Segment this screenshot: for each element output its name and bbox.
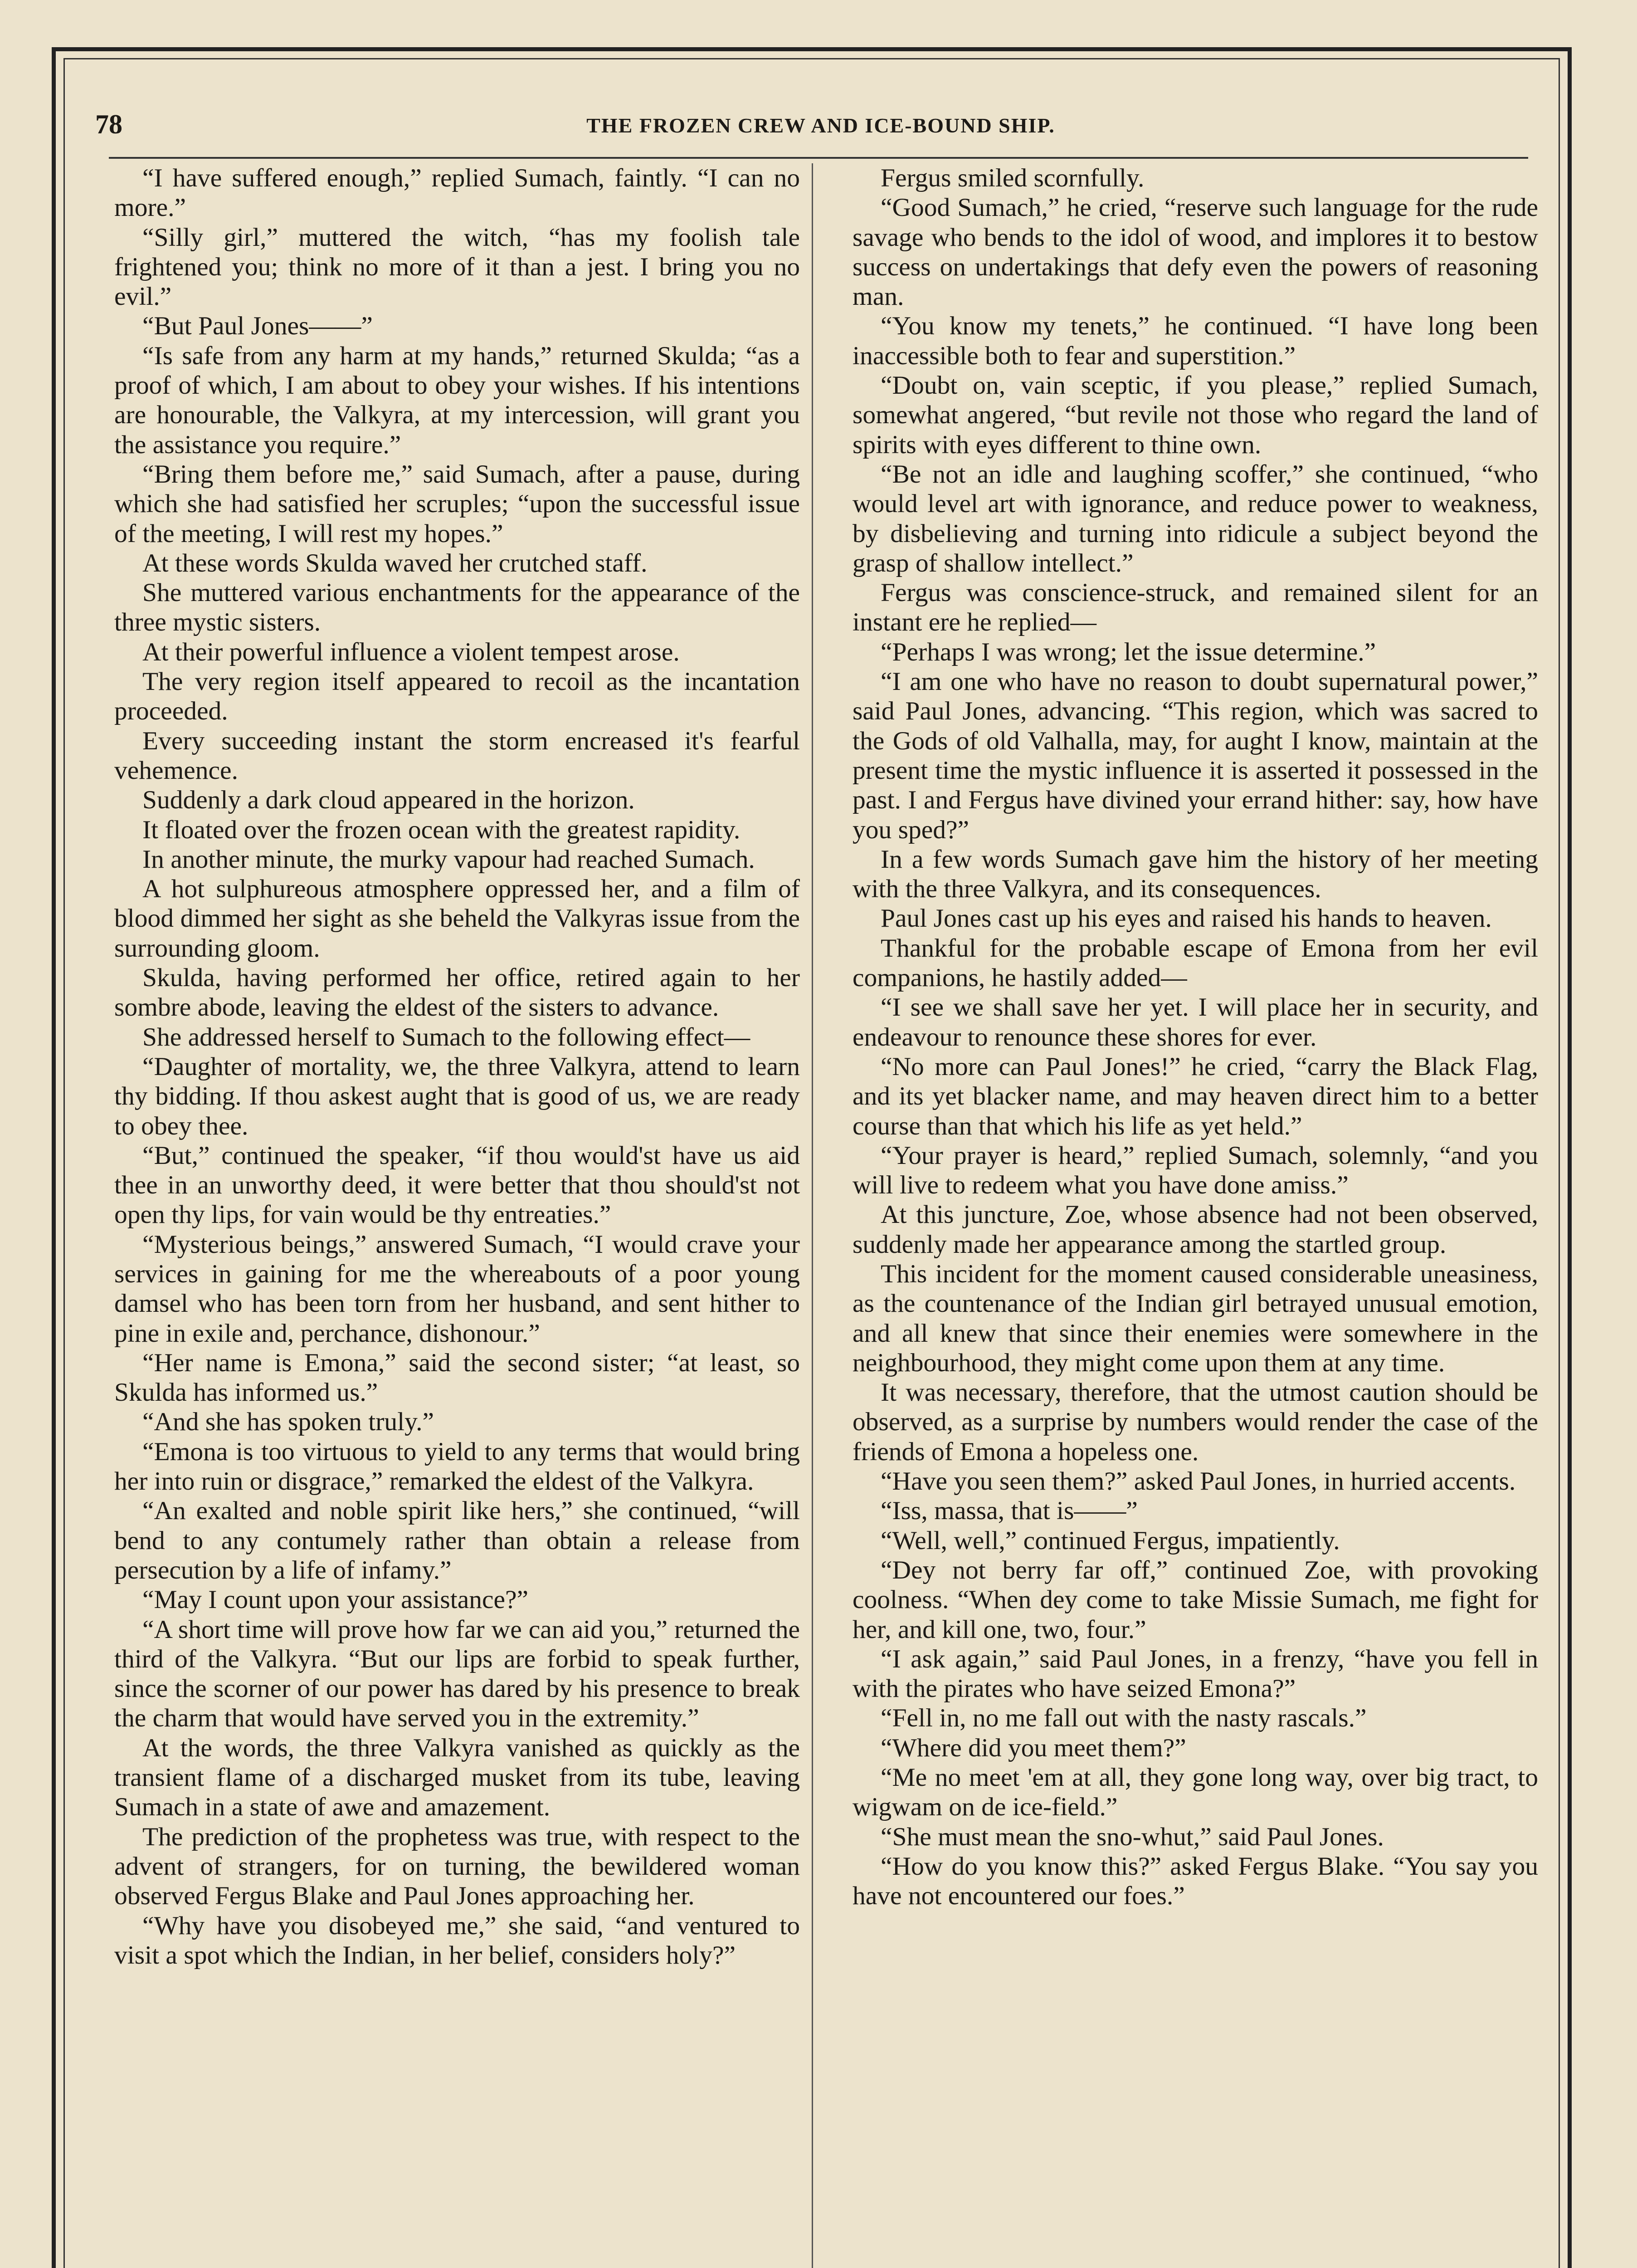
paragraph: In a few words Sumach gave him the history of her meeting with the three Valkyra, and its consequences. [853,845,1538,904]
paragraph: “Why have you disobeyed me,” she said, “and ventured to visit a spot which the Indian, in her belief, considers holy?” [114,1911,800,1970]
paragraph: “Well, well,” continued Fergus, impatiently. [881,1526,1340,1555]
paragraph: In another minute, the murky vapour had reached Sumach. [142,845,755,874]
paragraph: A hot sulphureous atmosphere oppressed her, and a film of blood dimmed her sight as she beheld the Valkyras issue from the surrounding gloom. [114,875,800,963]
paragraph: This incident for the moment caused considerable uneasiness, as the countenance of the Indian girl betrayed unusual emotion, and all knew that since their enemies were somewhere in the neighbourhood, they might come upon them at any time. [853,1259,1538,1377]
paragraph: Fergus was conscience-struck, and remained silent for an instant ere he replied— [853,578,1538,637]
right-column [853,163,1538,2268]
paragraph: “Bring them before me,” said Sumach, after a pause, during which she had satisfied her scruples; “upon the successful issue of the meeting, I will rest my hopes.” [114,459,800,548]
paragraph: The prediction of the prophetess was true, with respect to the advent of strangers, for on turning, the bewildered woman observed Fergus Blake and Paul Jones approaching her. [114,1822,800,1911]
paragraph: “Good Sumach,” he cried, “reserve such language for the rude savage who bends to the idol of wood, and implores it to bestow success on undertakings that defy even the powers of reasoning man. [853,193,1538,311]
paragraph: “Iss, massa, that is——” [881,1496,1138,1525]
paragraph: At their powerful influence a violent tempest arose. [142,637,680,666]
paragraph: “Me no meet 'em at all, they gone long way, over big tract, to wigwam on de ice-field.” [853,1763,1538,1822]
paragraph: “I ask again,” said Paul Jones, in a frenzy, “have you fell in with the pirates who have seized Emona?” [853,1644,1538,1703]
paragraph: “I am one who have no reason to doubt supernatural power,” said Paul Jones, advancing. “This region, which was sacred to the Gods of old Valhalla, may, for aught I know, maintain at the present time the mystic influence it is asserted it possessed in the past. I and Fergus have divined your errand hither: say, how have you sped?” [853,667,1538,844]
paragraph: Fergus smiled scornfully. [881,164,1145,192]
column-divider [812,163,813,2268]
paragraph: “Mysterious beings,” answered Sumach, “I would crave your services in gaining for me the whereabouts of a poor young damsel who has been torn from her husband, and sent hither to pine in exile and, perchance, dishonour.” [114,1230,800,1348]
paragraph: “Emona is too virtuous to yield to any terms that would bring her into ruin or disgrace,” remarked the eldest of the Valkyra. [114,1437,800,1496]
paragraph: She addressed herself to Sumach to the following effect— [142,1022,750,1051]
paragraph: “Dey not berry far off,” continued Zoe, with provoking coolness. “When dey come to take Missie Sumach, me fight for her, and kill one, two, four.” [853,1555,1538,1644]
paragraph: “Your prayer is heard,” replied Sumach, solemnly, “and you will live to redeem what you have done amiss.” [853,1141,1538,1200]
paragraph: “May I count upon your assistance?” [142,1585,529,1614]
paragraph: “No more can Paul Jones!” he cried, “carry the Black Flag, and its yet blacker name, and may heaven direct him to a better course than that which his life as yet held.” [853,1052,1538,1140]
paragraph: “Doubt on, vain sceptic, if you please,” replied Sumach, somewhat angered, “but revile not those who regard the land of spirits with eyes different to thine own. [853,371,1538,459]
paragraph: It was necessary, therefore, that the utmost caution should be observed, as a surprise by numbers would render the case of the friends of Emona a hopeless one. [853,1378,1538,1466]
paragraph: “Perhaps I was wrong; let the issue determine.” [881,637,1376,666]
paragraph: “Her name is Emona,” said the second sister; “at least, so Skulda has informed us.” [114,1348,800,1407]
paragraph: It floated over the frozen ocean with the greatest rapidity. [142,815,741,844]
paragraph: Suddenly a dark cloud appeared in the horizon. [142,786,635,815]
paragraph: Thankful for the probable escape of Emona from her evil companions, he hastily added— [853,934,1538,992]
paragraph: “Daughter of mortality, we, the three Valkyra, attend to learn thy bidding. If thou askest aught that is good of us, we are ready to obey thee. [114,1052,800,1140]
paragraph: Skulda, having performed her office, retired again to her sombre abode, leaving the eldest of the sisters to advance. [114,963,800,1022]
paragraph: “How do you know this?” asked Fergus Blake. “You say you have not encountered our foes.” [853,1852,1538,1911]
paragraph: “But,” continued the speaker, “if thou would'st have us aid thee in an unworthy deed, it were better that thou should'st not open thy lips, for vain would be thy entreaties.” [114,1141,800,1229]
paragraph: “Fell in, no me fall out with the nasty rascals.” [881,1704,1367,1733]
left-column [114,163,800,2268]
paragraph: “A short time will prove how far we can aid you,” returned the third of the Valkyra. “But our lips are forbid to speak further, since the scorner of our power has dared by his presence to break the charm that would have served you in the extremity.” [114,1615,800,1733]
paragraph: “Silly girl,” muttered the witch, “has my foolish tale frightened you; think no more of it than a jest. I bring you no evil.” [114,223,800,311]
paragraph: “You know my tenets,” he continued. “I have long been inaccessible both to fear and superstition.” [853,312,1538,370]
paragraph: “I have suffered enough,” replied Sumach, faintly. “I can no more.” [114,164,800,222]
page-header [95,109,1546,150]
page-number: 78 [95,109,122,139]
paragraph: At the words, the three Valkyra vanished as quickly as the transient flame of a discharged musket from its tube, leaving Sumach in a state of awe and amazement. [114,1733,800,1822]
paragraph: Paul Jones cast up his eyes and raised his hands to heaven. [881,904,1492,933]
paragraph: The very region itself appeared to recoil as the incantation proceeded. [114,667,800,726]
paragraph: She muttered various enchantments for the appearance of the three mystic sisters. [114,578,800,637]
paragraph: “And she has spoken truly.” [142,1408,434,1437]
paragraph: “Is safe from any harm at my hands,” returned Skulda; “as a proof of which, I am about to obey your wishes. If his intentions are honourable, the Valkyra, at my intercession, will grant you the assistance you require.” [114,341,800,459]
header-rule [109,157,1528,159]
paragraph: Every succeeding instant the storm encreased it's fearful vehemence. [114,726,800,785]
paragraph: “But Paul Jones——” [142,312,373,341]
paragraph: “I see we shall save her yet. I will place her in security, and endeavour to renounce these shores for ever. [853,993,1538,1051]
paragraph: “An exalted and noble spirit like hers,” she continued, “will bend to any contumely rather than obtain a release from persecution by a life of infamy.” [114,1496,800,1584]
paragraph: At this juncture, Zoe, whose absence had not been observed, suddenly made her appearance among the startled group. [853,1200,1538,1259]
paragraph: “Where did you meet them?” [881,1733,1186,1762]
paragraph: “She must mean the sno-whut,” said Paul Jones. [881,1822,1384,1851]
running-title: THE FROZEN CREW AND ICE-BOUND SHIP. [586,114,1055,137]
paragraph: “Have you seen them?” asked Paul Jones, in hurried accents. [881,1467,1516,1496]
paragraph: “Be not an idle and laughing scoffer,” she continued, “who would level art with ignorance, and reduce power to weakness, by disbelieving and turning into ridicule a subject beyond the grasp of shallow intellect.” [853,459,1538,577]
paragraph: At these words Skulda waved her crutched staff. [142,548,648,577]
